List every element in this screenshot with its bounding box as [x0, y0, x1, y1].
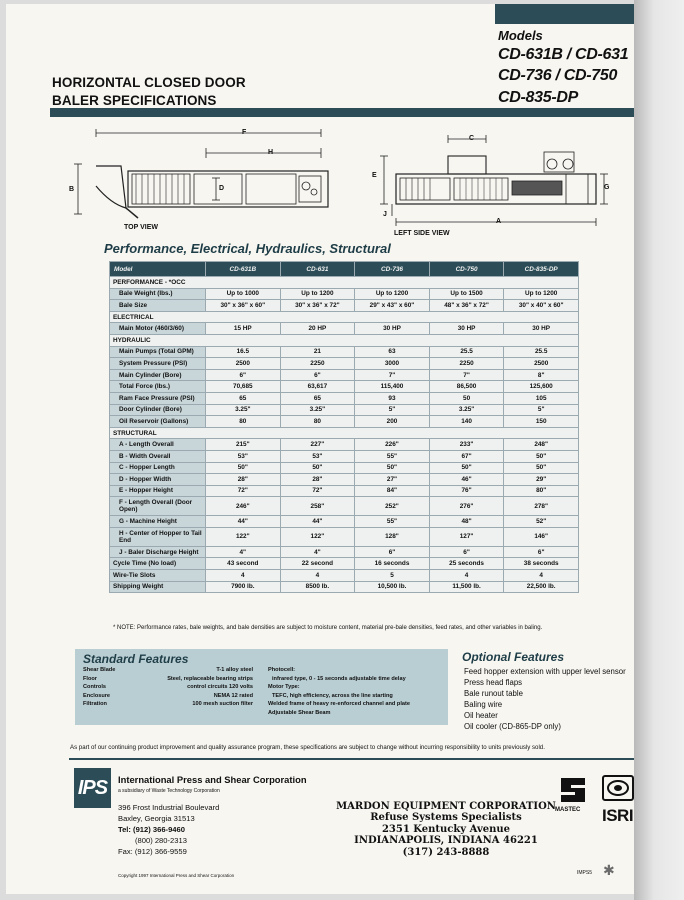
- spec-cell: Up to 1000: [206, 288, 281, 300]
- standard-feature-value: T-1 alloy steel: [216, 667, 253, 673]
- spec-cell: 150: [504, 416, 579, 428]
- spec-cell: 276": [429, 497, 504, 516]
- spec-cell: 16 seconds: [355, 558, 430, 570]
- spec-row-label: Main Pumps (Total GPM): [110, 346, 206, 358]
- standard-feature-line: Motor Type:: [268, 684, 300, 691]
- spec-cell: 3.25": [206, 404, 281, 416]
- spec-cell: 65: [206, 392, 281, 404]
- table-row: [110, 404, 579, 416]
- spec-cell: 7": [355, 369, 430, 381]
- left-side-view-diagram: [356, 126, 618, 236]
- spec-cell: 127": [429, 527, 504, 546]
- spec-cell: 21: [280, 346, 355, 358]
- standard-feature-value: NEMA 12 rated: [213, 692, 253, 699]
- spec-cell: 25 seconds: [429, 558, 504, 570]
- company-name: International Press and Shear Corporation: [118, 774, 307, 785]
- spec-cell: 50": [504, 462, 579, 474]
- spec-cell: 25.5: [504, 346, 579, 358]
- spec-table-body: [110, 277, 579, 593]
- title-rule: [50, 108, 634, 117]
- page-title: [52, 74, 246, 110]
- spec-section-label: ELECTRICAL: [110, 311, 579, 323]
- spec-cell: 6": [206, 369, 281, 381]
- spec-cell: 16.5: [206, 346, 281, 358]
- spec-cell: 8": [504, 369, 579, 381]
- spec-cell: 125,600: [504, 381, 579, 393]
- standard-feature-line: Welded frame of heavy re-enforced channel and plate: [268, 701, 410, 708]
- spec-cell: 80: [280, 416, 355, 428]
- standard-features-right: [268, 666, 410, 718]
- optional-feature-item: Oil heater: [464, 710, 498, 720]
- spec-cell: 25.5: [429, 346, 504, 358]
- spec-cell: 30 HP: [355, 323, 430, 335]
- dim-label-g: G: [604, 184, 610, 191]
- left-side-view-caption: LEFT SIDE VIEW: [394, 230, 450, 237]
- spec-cell: 122": [280, 527, 355, 546]
- spec-cell: 5: [355, 570, 430, 582]
- spec-row-label: J - Baler Discharge Height: [110, 546, 206, 558]
- spec-cell: 63: [355, 346, 430, 358]
- spec-cell: 50": [355, 462, 430, 474]
- spec-cell: 2500: [504, 358, 579, 370]
- spec-cell: 115,400: [355, 381, 430, 393]
- table-row: [110, 485, 579, 497]
- spec-cell: 44": [206, 516, 281, 528]
- spec-cell: 29" x 43" x 60": [355, 300, 430, 312]
- dealer-line: (317) 243-8888: [402, 846, 490, 858]
- spec-cell: 53": [206, 450, 281, 462]
- models-label: Models: [498, 28, 543, 43]
- spec-row-label: System Pressure (PSI): [110, 358, 206, 370]
- table-row: [110, 474, 579, 486]
- standard-feature-item: [83, 666, 253, 675]
- footer-rule: [69, 758, 634, 760]
- spec-cell: 50": [429, 462, 504, 474]
- spec-cell: 227": [280, 439, 355, 451]
- spec-row-label: Main Cylinder (Bore): [110, 369, 206, 381]
- dealer-stamp: [336, 801, 556, 858]
- spec-cell: Up to 1200: [280, 288, 355, 300]
- dealer-line: MARDON EQUIPMENT CORPORATION: [336, 801, 556, 812]
- spec-cell: 50: [429, 392, 504, 404]
- spec-cell: 3000: [355, 358, 430, 370]
- standard-feature-label: Enclosure: [83, 692, 111, 699]
- spec-cell: 2500: [206, 358, 281, 370]
- spec-cell: 22,500 lb.: [504, 581, 579, 593]
- spec-section-label: PERFORMANCE - *OCC: [110, 277, 579, 289]
- table-row: [110, 323, 579, 335]
- spec-row-label: E - Hopper Height: [110, 485, 206, 497]
- spec-cell: 248": [504, 439, 579, 451]
- ips-logo: IPS: [74, 768, 111, 808]
- table-row: [110, 288, 579, 300]
- optional-feature-item: Feed hopper extension with upper level sensor: [464, 667, 626, 676]
- spec-row-label: Wire-Tie Slots: [110, 570, 206, 582]
- spec-section-label: STRUCTURAL: [110, 427, 579, 439]
- spec-cell: 4": [206, 546, 281, 558]
- table-row: [110, 416, 579, 428]
- table-row: [110, 358, 579, 370]
- company-address: [118, 802, 219, 857]
- table-row: [110, 300, 579, 312]
- spec-cell: 30" x 36" x 72": [280, 300, 355, 312]
- spec-row-label: Cycle Time (No load): [110, 558, 206, 570]
- spec-row-label: A - Length Overall: [110, 439, 206, 451]
- disclaimer: As part of our continuing product improvement and quality assurance program, these specifications are subject to change without incurring responsibility to units previously sold.: [70, 744, 545, 751]
- standard-feature-value: Steel, replaceable bearing strips: [167, 675, 253, 682]
- models-block: [495, 4, 634, 112]
- spec-cell: 7": [429, 369, 504, 381]
- table-row: [110, 570, 579, 582]
- spec-cell: 30" x 36" x 60": [206, 300, 281, 312]
- spec-cell: 65: [280, 392, 355, 404]
- spec-cell: 15 HP: [206, 323, 281, 335]
- dim-label-h: H: [268, 149, 274, 156]
- models-header-bar: [495, 4, 634, 24]
- dim-label-a: A: [496, 218, 502, 225]
- model-line-3: CD-835-DP: [498, 89, 578, 106]
- spec-cell: 28": [206, 474, 281, 486]
- spec-row-label: Door Cylinder (Bore): [110, 404, 206, 416]
- standard-feature-line: infrared type, 0 - 15 seconds adjustable time delay: [272, 675, 406, 682]
- optional-feature-item: Baling wire: [464, 699, 503, 709]
- spec-cell: 122": [206, 527, 281, 546]
- spec-row-label: B - Width Overall: [110, 450, 206, 462]
- table-row: [110, 546, 579, 558]
- spec-cell: 44": [280, 516, 355, 528]
- spec-cell: Up to 1500: [429, 288, 504, 300]
- spec-row-label: G - Machine Height: [110, 516, 206, 528]
- spec-cell: 50": [504, 450, 579, 462]
- spec-cell: 55": [355, 450, 430, 462]
- spec-cell: 84": [355, 485, 430, 497]
- spec-cell: 200: [355, 416, 430, 428]
- spec-cell: 4: [280, 570, 355, 582]
- spec-row-label: D - Hopper Width: [110, 474, 206, 486]
- optional-features-list: [464, 667, 626, 732]
- optional-feature-item: Oil cooler (CD-865-DP only): [464, 721, 561, 731]
- spec-cell: 4: [429, 570, 504, 582]
- spec-cell: 38 seconds: [504, 558, 579, 570]
- mastec-label: MASTEC: [555, 807, 581, 813]
- company-subsidiary: a subsidiary of Waste Technology Corporation: [118, 788, 220, 794]
- spec-cell: 52": [504, 516, 579, 528]
- standard-feature-item: [83, 675, 253, 684]
- spec-row-label: Total Force (lbs.): [110, 381, 206, 393]
- spec-cell: 6": [504, 546, 579, 558]
- phone-tel: Tel: (912) 366-9460: [118, 825, 185, 834]
- table-row: [110, 346, 579, 358]
- standard-feature-label: Filtration: [83, 701, 107, 708]
- dealer-line: INDIANAPOLIS, INDIANA 46221: [354, 835, 538, 847]
- spec-cell: 3.25": [280, 404, 355, 416]
- header-cd-835-dp: CD-835-DP: [504, 262, 579, 277]
- spec-cell: 4: [504, 570, 579, 582]
- standard-feature-line: Adjustable Shear Beam: [268, 709, 331, 716]
- table-row: [110, 516, 579, 528]
- spec-cell: 72": [206, 485, 281, 497]
- spec-cell: 11,500 lb.: [429, 581, 504, 593]
- spec-cell: 252": [355, 497, 430, 516]
- optional-feature-item: Bale runout table: [464, 688, 523, 698]
- optional-features-title: Optional Features: [462, 650, 565, 664]
- spec-cell: 67": [429, 450, 504, 462]
- standard-features-left: [83, 666, 253, 709]
- spec-cell: 20 HP: [280, 323, 355, 335]
- spec-header-row: [110, 262, 579, 277]
- spec-cell: 50": [280, 462, 355, 474]
- reference-code: IMPS5: [577, 870, 593, 876]
- spec-cell: 233": [429, 439, 504, 451]
- spec-cell: 278": [504, 497, 579, 516]
- title-line-1: HORIZONTAL CLOSED DOOR: [52, 75, 246, 90]
- standard-feature-item: [83, 700, 253, 709]
- spec-section-row: [110, 277, 579, 289]
- spec-section-row: [110, 311, 579, 323]
- spec-cell: 29": [504, 474, 579, 486]
- spec-section-label: HYDRAULIC: [110, 334, 579, 346]
- spec-cell: 6": [355, 546, 430, 558]
- model-line-2: CD-736 / CD-750: [498, 67, 618, 84]
- spec-row-label: Shipping Weight: [110, 581, 206, 593]
- spec-cell: 7900 lb.: [206, 581, 281, 593]
- table-row: [110, 462, 579, 474]
- table-row: [110, 581, 579, 593]
- spec-cell: 72": [280, 485, 355, 497]
- spec-row-label: Ram Face Pressure (PSI): [110, 392, 206, 404]
- spec-cell: 2250: [280, 358, 355, 370]
- spec-cell: 28": [280, 474, 355, 486]
- table-row: [110, 497, 579, 516]
- spec-cell: 93: [355, 392, 430, 404]
- table-row: [110, 439, 579, 451]
- model-line-1: CD-631B / CD-631: [498, 46, 629, 63]
- standard-feature-label: Shear Blade: [83, 667, 116, 673]
- spec-cell: 5": [355, 404, 430, 416]
- header-cd-631: CD-631: [280, 262, 355, 277]
- dim-label-f: F: [242, 129, 247, 136]
- dim-label-b: B: [69, 186, 75, 193]
- mastec-logo-icon: [559, 776, 587, 804]
- spec-row-label: H - Center of Hopper to Tail End: [110, 527, 206, 546]
- isri-logo-icon: [602, 775, 634, 801]
- spec-section-row: [110, 427, 579, 439]
- table-row: [110, 558, 579, 570]
- phone-tel-2: (800) 280-2313: [135, 836, 187, 845]
- spec-cell: 146": [504, 527, 579, 546]
- spec-cell: 48" x 36" x 72": [429, 300, 504, 312]
- spec-cell: 2250: [429, 358, 504, 370]
- spec-row-label: Bale Weight (lbs.): [110, 288, 206, 300]
- table-row: [110, 450, 579, 462]
- spec-cell: 215": [206, 439, 281, 451]
- standard-feature-label: Floor: [83, 675, 97, 682]
- spec-cell: 4": [280, 546, 355, 558]
- header-cd-736: CD-736: [355, 262, 430, 277]
- standard-features-title: Standard Features: [83, 652, 189, 666]
- optional-feature-item: Press head flaps: [464, 677, 523, 687]
- spec-row-label: C - Hopper Length: [110, 462, 206, 474]
- spec-cell: 27": [355, 474, 430, 486]
- spec-cell: 5": [504, 404, 579, 416]
- page-edge-shadow: [634, 0, 684, 900]
- spec-cell: 63,617: [280, 381, 355, 393]
- spec-cell: 55": [355, 516, 430, 528]
- spec-cell: 128": [355, 527, 430, 546]
- top-view-caption: TOP VIEW: [124, 224, 158, 231]
- table-row: [110, 392, 579, 404]
- address-line-2: Baxley, Georgia 31513: [118, 814, 195, 823]
- spec-cell: 30 HP: [429, 323, 504, 335]
- star-seal-icon: ✱: [603, 862, 615, 878]
- spec-cell: 80: [206, 416, 281, 428]
- standard-feature-item: [83, 683, 253, 692]
- spec-cell: 86,500: [429, 381, 504, 393]
- spec-cell: 258": [280, 497, 355, 516]
- standard-features-box: [75, 649, 448, 725]
- standard-feature-value: control circuits 120 volts: [187, 684, 253, 691]
- dim-label-j: J: [383, 211, 387, 218]
- dealer-line: Refuse Systems Specialists: [370, 812, 522, 824]
- standard-feature-label: Controls: [83, 684, 106, 691]
- spec-cell: Up to 1200: [504, 288, 579, 300]
- standard-feature-line: TEFC, high efficiency, across the line starting: [272, 692, 393, 699]
- spec-cell: 6": [280, 369, 355, 381]
- table-row: [110, 527, 579, 546]
- spec-section-row: [110, 334, 579, 346]
- table-row: [110, 381, 579, 393]
- copyright: Copyright 1997 International Press and Shear Corporation: [118, 873, 235, 878]
- header-cd-631b: CD-631B: [206, 262, 281, 277]
- spec-cell: 76": [429, 485, 504, 497]
- spec-cell: 70,685: [206, 381, 281, 393]
- spec-cell: 80": [504, 485, 579, 497]
- spec-cell: 53": [280, 450, 355, 462]
- phone-fax: Fax: (912) 366-9559: [118, 847, 187, 856]
- spec-cell: 30" x 40" x 60": [504, 300, 579, 312]
- top-view-diagram: [66, 126, 336, 222]
- header-model: Model: [110, 262, 206, 277]
- spec-cell: 43 second: [206, 558, 281, 570]
- spec-cell: 50": [206, 462, 281, 474]
- title-line-2: BALER SPECIFICATIONS: [52, 93, 217, 108]
- spec-row-label: Main Motor (460/3/60): [110, 323, 206, 335]
- dim-label-c: C: [469, 135, 475, 142]
- spec-cell: 226": [355, 439, 430, 451]
- spec-row-label: F - Length Overall (Door Open): [110, 497, 206, 516]
- dim-label-e: E: [372, 172, 377, 179]
- spec-cell: 8500 lb.: [280, 581, 355, 593]
- spec-cell: 246": [206, 497, 281, 516]
- spec-sheet-page: [6, 4, 634, 894]
- performance-note: * NOTE: Performance rates, bale weights, and bale densities are subject to moisture content, material pre-bale densities, feed rates, and other variables in baling.: [113, 625, 543, 631]
- spec-cell: 105: [504, 392, 579, 404]
- spec-cell: Up to 1200: [355, 288, 430, 300]
- spec-cell: 30 HP: [504, 323, 579, 335]
- isri-label: ISRI: [602, 806, 634, 825]
- spec-cell: 10,500 lb.: [355, 581, 430, 593]
- dim-label-d: D: [219, 185, 225, 192]
- address-line-1: 396 Frost Industrial Boulevard: [118, 803, 220, 812]
- spec-cell: 46": [429, 474, 504, 486]
- spec-row-label: Oil Reservoir (Gallons): [110, 416, 206, 428]
- dealer-line: 2351 Kentucky Avenue: [381, 823, 511, 835]
- standard-feature-item: [83, 692, 253, 701]
- standard-feature-value: 100 mesh suction filter: [192, 701, 253, 708]
- spec-cell: 3.25": [429, 404, 504, 416]
- table-row: [110, 369, 579, 381]
- spec-table: [109, 261, 579, 593]
- spec-cell: 22 second: [280, 558, 355, 570]
- standard-feature-line: Photocell:: [268, 667, 296, 673]
- spec-cell: 4: [206, 570, 281, 582]
- spec-cell: 48": [429, 516, 504, 528]
- spec-cell: 140: [429, 416, 504, 428]
- spec-cell: 6": [429, 546, 504, 558]
- header-cd-750: CD-750: [429, 262, 504, 277]
- spec-row-label: Bale Size: [110, 300, 206, 312]
- spec-section-title: Performance, Electrical, Hydraulics, Structural: [104, 241, 391, 256]
